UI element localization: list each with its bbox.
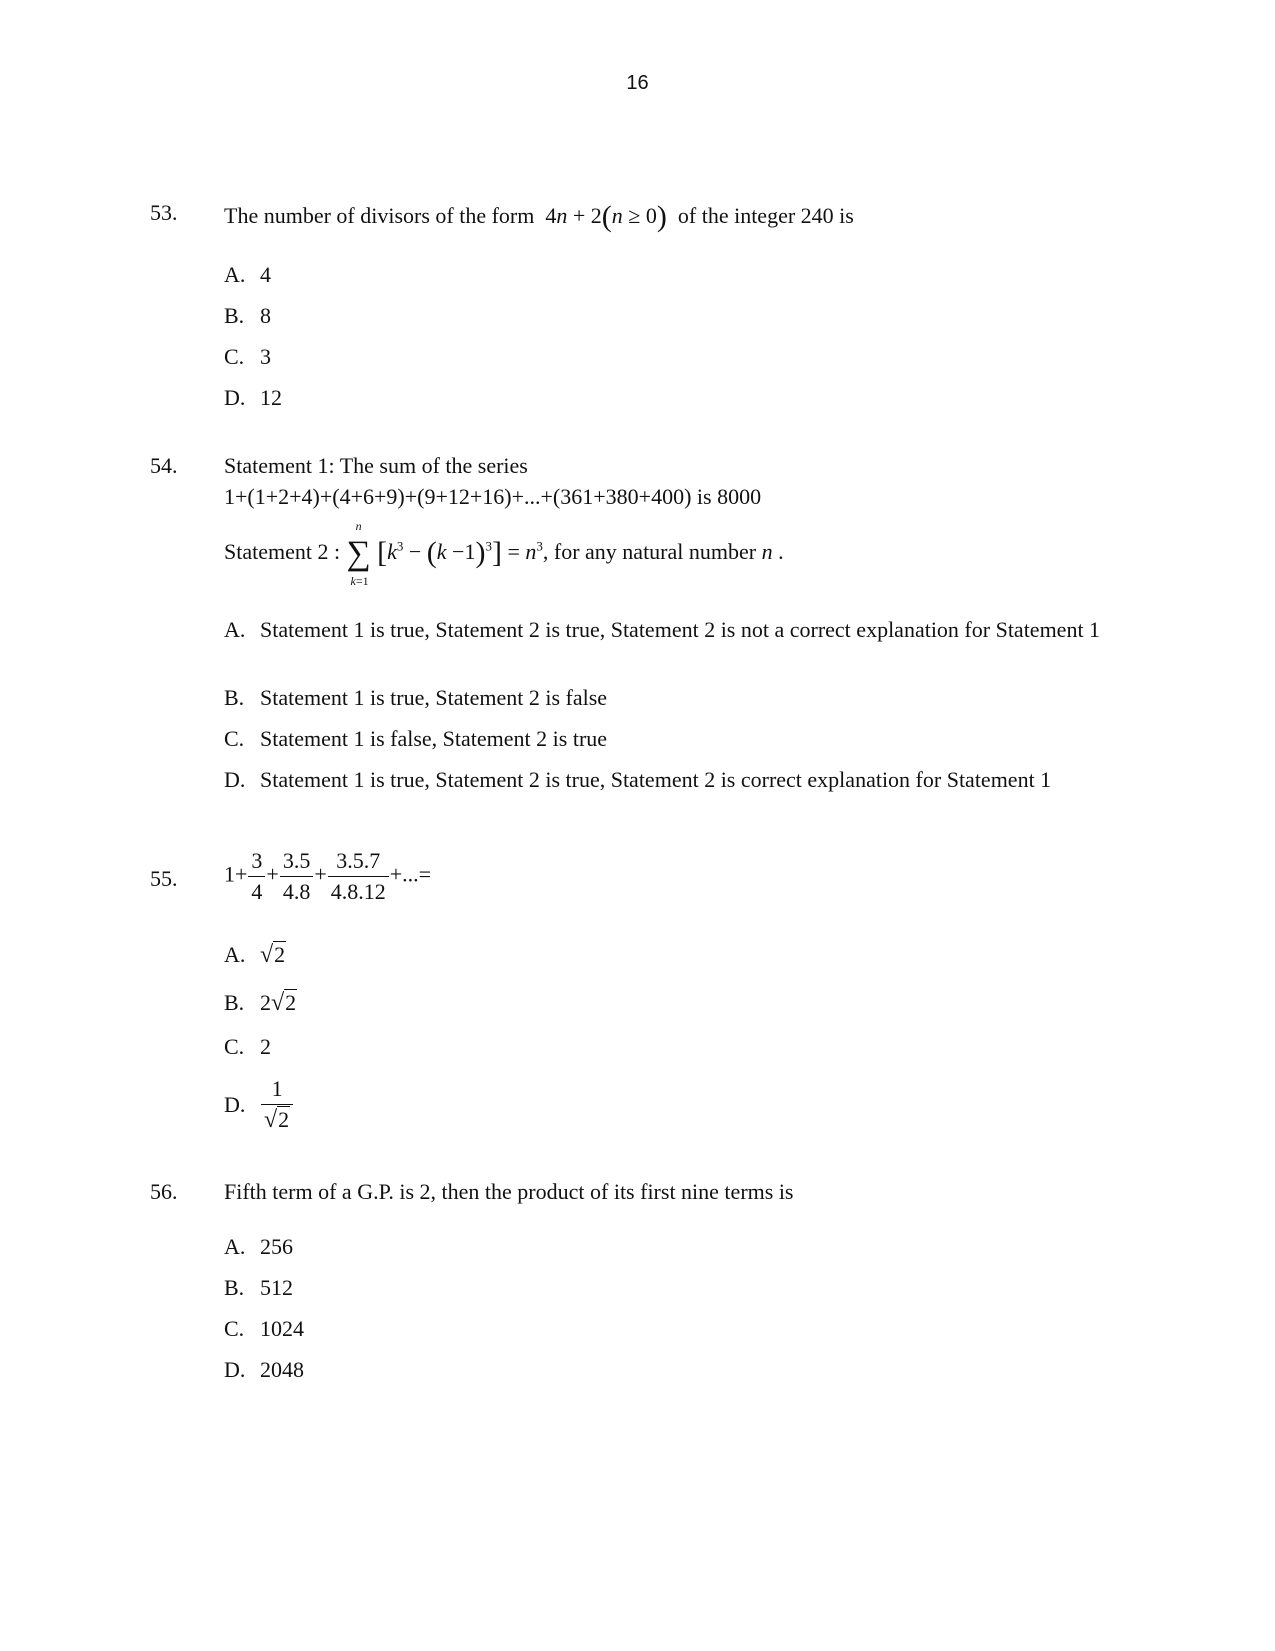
fraction-3-5-7-over-4-8-12: $\frac{3.5.7}{4.8.12}$ bbox=[328, 846, 389, 907]
question-55-option-d: D. $\frac{1}{√2}$ bbox=[224, 1074, 294, 1135]
question-54-series bbox=[224, 484, 761, 510]
question-53-text-before: The number of divisors of the form bbox=[224, 203, 535, 228]
question-53-option-d: D. 12 bbox=[224, 385, 282, 410]
question-55-option-b: B. 2√2 bbox=[224, 990, 297, 1016]
question-55-number: 55. bbox=[150, 866, 178, 891]
page-number: 16 bbox=[626, 72, 649, 94]
question-56-number: 56. bbox=[150, 1179, 178, 1204]
question-53-text-after: of the integer 240 is bbox=[677, 203, 854, 228]
fraction-3-5-over-4-8: $\frac{3.5}{4.8}$ bbox=[280, 846, 314, 907]
question-56-option-c: C. 1024 bbox=[224, 1316, 304, 1341]
question-54-statement-2 bbox=[224, 518, 784, 588]
question-54-option-a: A. Statement 1 is true, Statement 2 is true, Statement 2 is not a correct explanation for Statement 1 bbox=[224, 617, 1101, 642]
question-53-option-c: C. 3 bbox=[224, 344, 271, 369]
question-54-series-result: is 8000 bbox=[696, 484, 762, 509]
question-54-option-c: C. Statement 1 is false, Statement 2 is true bbox=[224, 726, 608, 751]
question-54-statement-2-math: $[k^3 - (k -1)^3] = n^3$, bbox=[377, 536, 549, 569]
summation-symbol: n ∑ k=1 bbox=[346, 518, 371, 588]
question-53-text bbox=[224, 200, 854, 234]
question-55-option-a: A. √2 bbox=[224, 942, 286, 968]
question-54-series-math: 1+(1+2+4)+(4+6+9)+(9+12+16)+...+(361+380+400) bbox=[224, 484, 692, 509]
question-53-option-a: A. 4 bbox=[224, 262, 271, 287]
question-54-statement-2-label: Statement 2 : bbox=[224, 539, 341, 564]
question-55-option-c: C. 2 bbox=[224, 1034, 271, 1059]
question-53-option-b: B. 8 bbox=[224, 303, 271, 328]
question-54-option-b: B. Statement 1 is true, Statement 2 is false bbox=[224, 685, 608, 710]
question-54-number: 54. bbox=[150, 453, 178, 478]
question-54-statement-2-tail: for any natural number bbox=[553, 539, 757, 564]
question-56-option-a: A. 256 bbox=[224, 1234, 293, 1259]
question-54-statement-2-variable: n . bbox=[761, 539, 784, 564]
question-56-text: Fifth term of a G.P. is 2, then the product of its first nine terms is bbox=[224, 1179, 794, 1204]
fraction-1-over-root-2: $\frac{1}{√2}$ bbox=[261, 1074, 293, 1135]
fraction-3-4: $\frac{3}{4}$ bbox=[248, 846, 265, 907]
question-54-statement-1-label: Statement 1: The sum of the series bbox=[224, 453, 528, 478]
question-56-option-b: B. 512 bbox=[224, 1275, 293, 1300]
question-53-math: 4n + 2(n ≥ 0) bbox=[539, 200, 667, 233]
question-56-option-d: D. 2048 bbox=[224, 1357, 304, 1382]
question-54-option-d: D. Statement 1 is true, Statement 2 is true, Statement 2 is correct explanation for Statement 1 bbox=[224, 767, 1052, 792]
question-55-series: 1+ $\frac{3}{4}$ + $\frac{3.5}{4.8}$ + $\frac{3.5.7}{4.8.12}$ +...= bbox=[224, 846, 431, 907]
question-53-number: 53. bbox=[150, 200, 178, 225]
